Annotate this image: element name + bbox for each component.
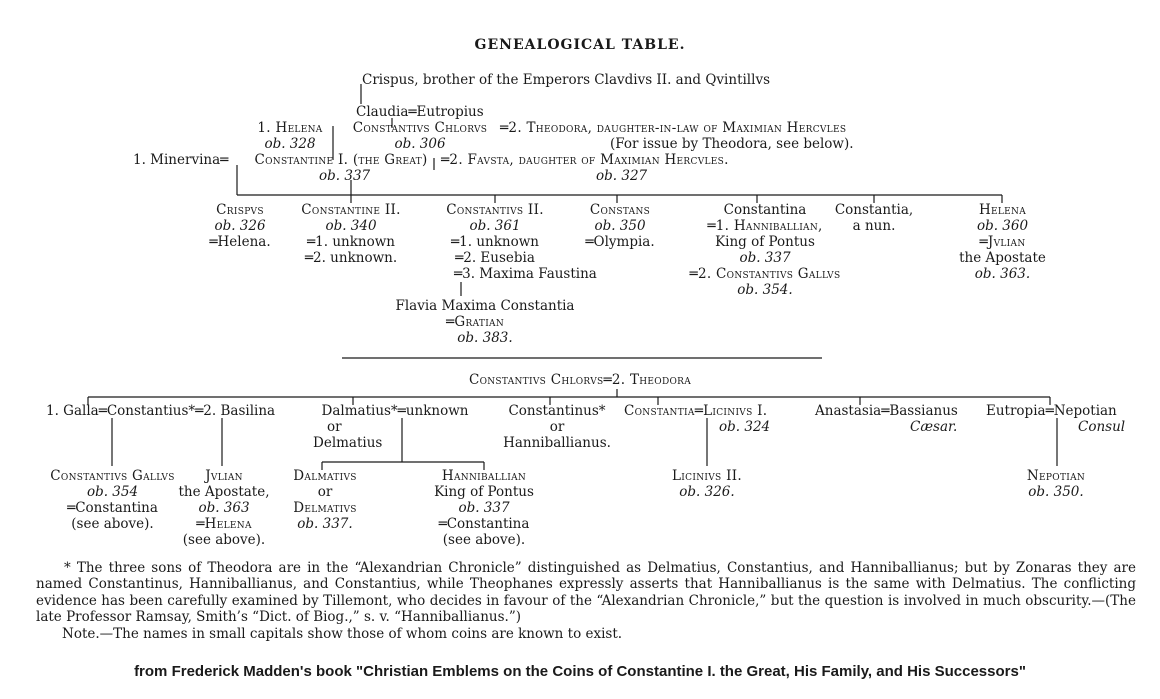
table-title: GENEALOGICAL TABLE. xyxy=(474,37,686,53)
child-crispus: Crispvs ob. 326 ═Helena. xyxy=(209,202,271,250)
child-constantine-ii: Constantine II. ob. 340 ═1. unknown ═2. unknown. xyxy=(301,202,401,266)
eutropia-nepotian: Eutropia═Nepotian Consul xyxy=(986,403,1126,435)
claudia-eutropius: Claudia═Eutropius xyxy=(356,104,484,120)
nepotian: Nepotian ob. 350. xyxy=(1026,468,1086,500)
constantia-licinius: Constantia═Licinivs I. ob. 324 xyxy=(624,403,771,435)
fausta: ═2. Favsta, daughter of Maximian Hercvles. ob. 327 xyxy=(441,152,729,184)
constantinus-group: Constantinus* or Hanniballianus. xyxy=(503,403,611,451)
child-constantina: Constantina ═1. Hanniballian, King of Pontus ob. 337 ═2. Constantivs Gallvs ob. 354. xyxy=(689,202,841,298)
child-constantius-ii: Constantivs II. ob. 361 ═1. unknown ═2. Eusebia ═3. Maxima Faustina xyxy=(446,202,597,282)
crispus-ancestor: Crispus, brother of the Emperors Clavdivs II. and Qvintillvs xyxy=(362,72,770,88)
source-caption: from Frederick Madden's book "Christian Emblems on the Coins of Constantine I. the Great, His Family, and His Successors" xyxy=(134,663,1026,680)
galla-constantius-basilina: 1. Galla═Constantius*═2. Basilina xyxy=(46,403,276,419)
julian-the-apostate: Jvlian the Apostate, ob. 363 ═Helena (see above). xyxy=(178,468,270,548)
minervina: 1. Minervina═ xyxy=(133,152,229,168)
hanniballian: Hanniballian King of Pontus ob. 337 ═Constantina (see above). xyxy=(434,468,534,548)
anastasia-bassianus: Anastasia═Bassianus Cæsar. xyxy=(815,403,958,435)
dalmatius-son: Dalmativs or Delmativs ob. 337. xyxy=(293,468,357,532)
constantine-the-great: Constantine I. (the Great) ob. 337 xyxy=(254,152,428,184)
child-constantia: Constantia, a nun. xyxy=(834,202,914,234)
bottom-header: Constantivs Chlorvs═2. Theodora xyxy=(468,372,692,388)
child-helena: Helena ob. 360 ═Jvlian the Apostate ob. 363. xyxy=(959,202,1046,282)
flavia-maxima-constantia: Flavia Maxima Constantia ═Gratian ob. 383. xyxy=(395,298,575,346)
note-small-capitals: Note.—The names in small capitals show those of whom coins are known to exist. xyxy=(62,626,623,642)
dalmatius-group: Dalmatius*═unknown or Delmatius xyxy=(313,403,469,451)
constantius-gallus: Constantivs Gallvs ob. 354 ═Constantina (see above). xyxy=(50,468,175,532)
licinius-ii: Licinivs II. ob. 326. xyxy=(672,468,742,500)
child-constans: Constans ob. 350 ═Olympia. xyxy=(585,202,655,250)
theodora: ═2. Theodora, daughter-in-law of Maximian Hercvles (For issue by Theodora, see below). xyxy=(500,120,854,152)
footnote: * The three sons of Theodora are in the “Alexandrian Chronicle” distinguished as Delmatius, Constantius, and Hanniballianus; but by Zonaras they are named Constantinus, Hanniballianus, and Constantius, while Theophanes expressly asserts that Hanniballianus is the same with Delmatius. The conflicting evidence has been carefully examined by Tillemont, who decides in favour of the “Alexandrian Chronicle,” but the question is involved in much obscurity.—(The late Professor Ramsay, Smith’s “Dict. of Biog.,” s. v. “Hanniballianus.”) xyxy=(36,560,1136,625)
helena-mother: 1. Helena ob. 328 xyxy=(257,120,323,152)
constantius-chlorus: Constantivs Chlorvs ob. 306 xyxy=(352,120,488,152)
